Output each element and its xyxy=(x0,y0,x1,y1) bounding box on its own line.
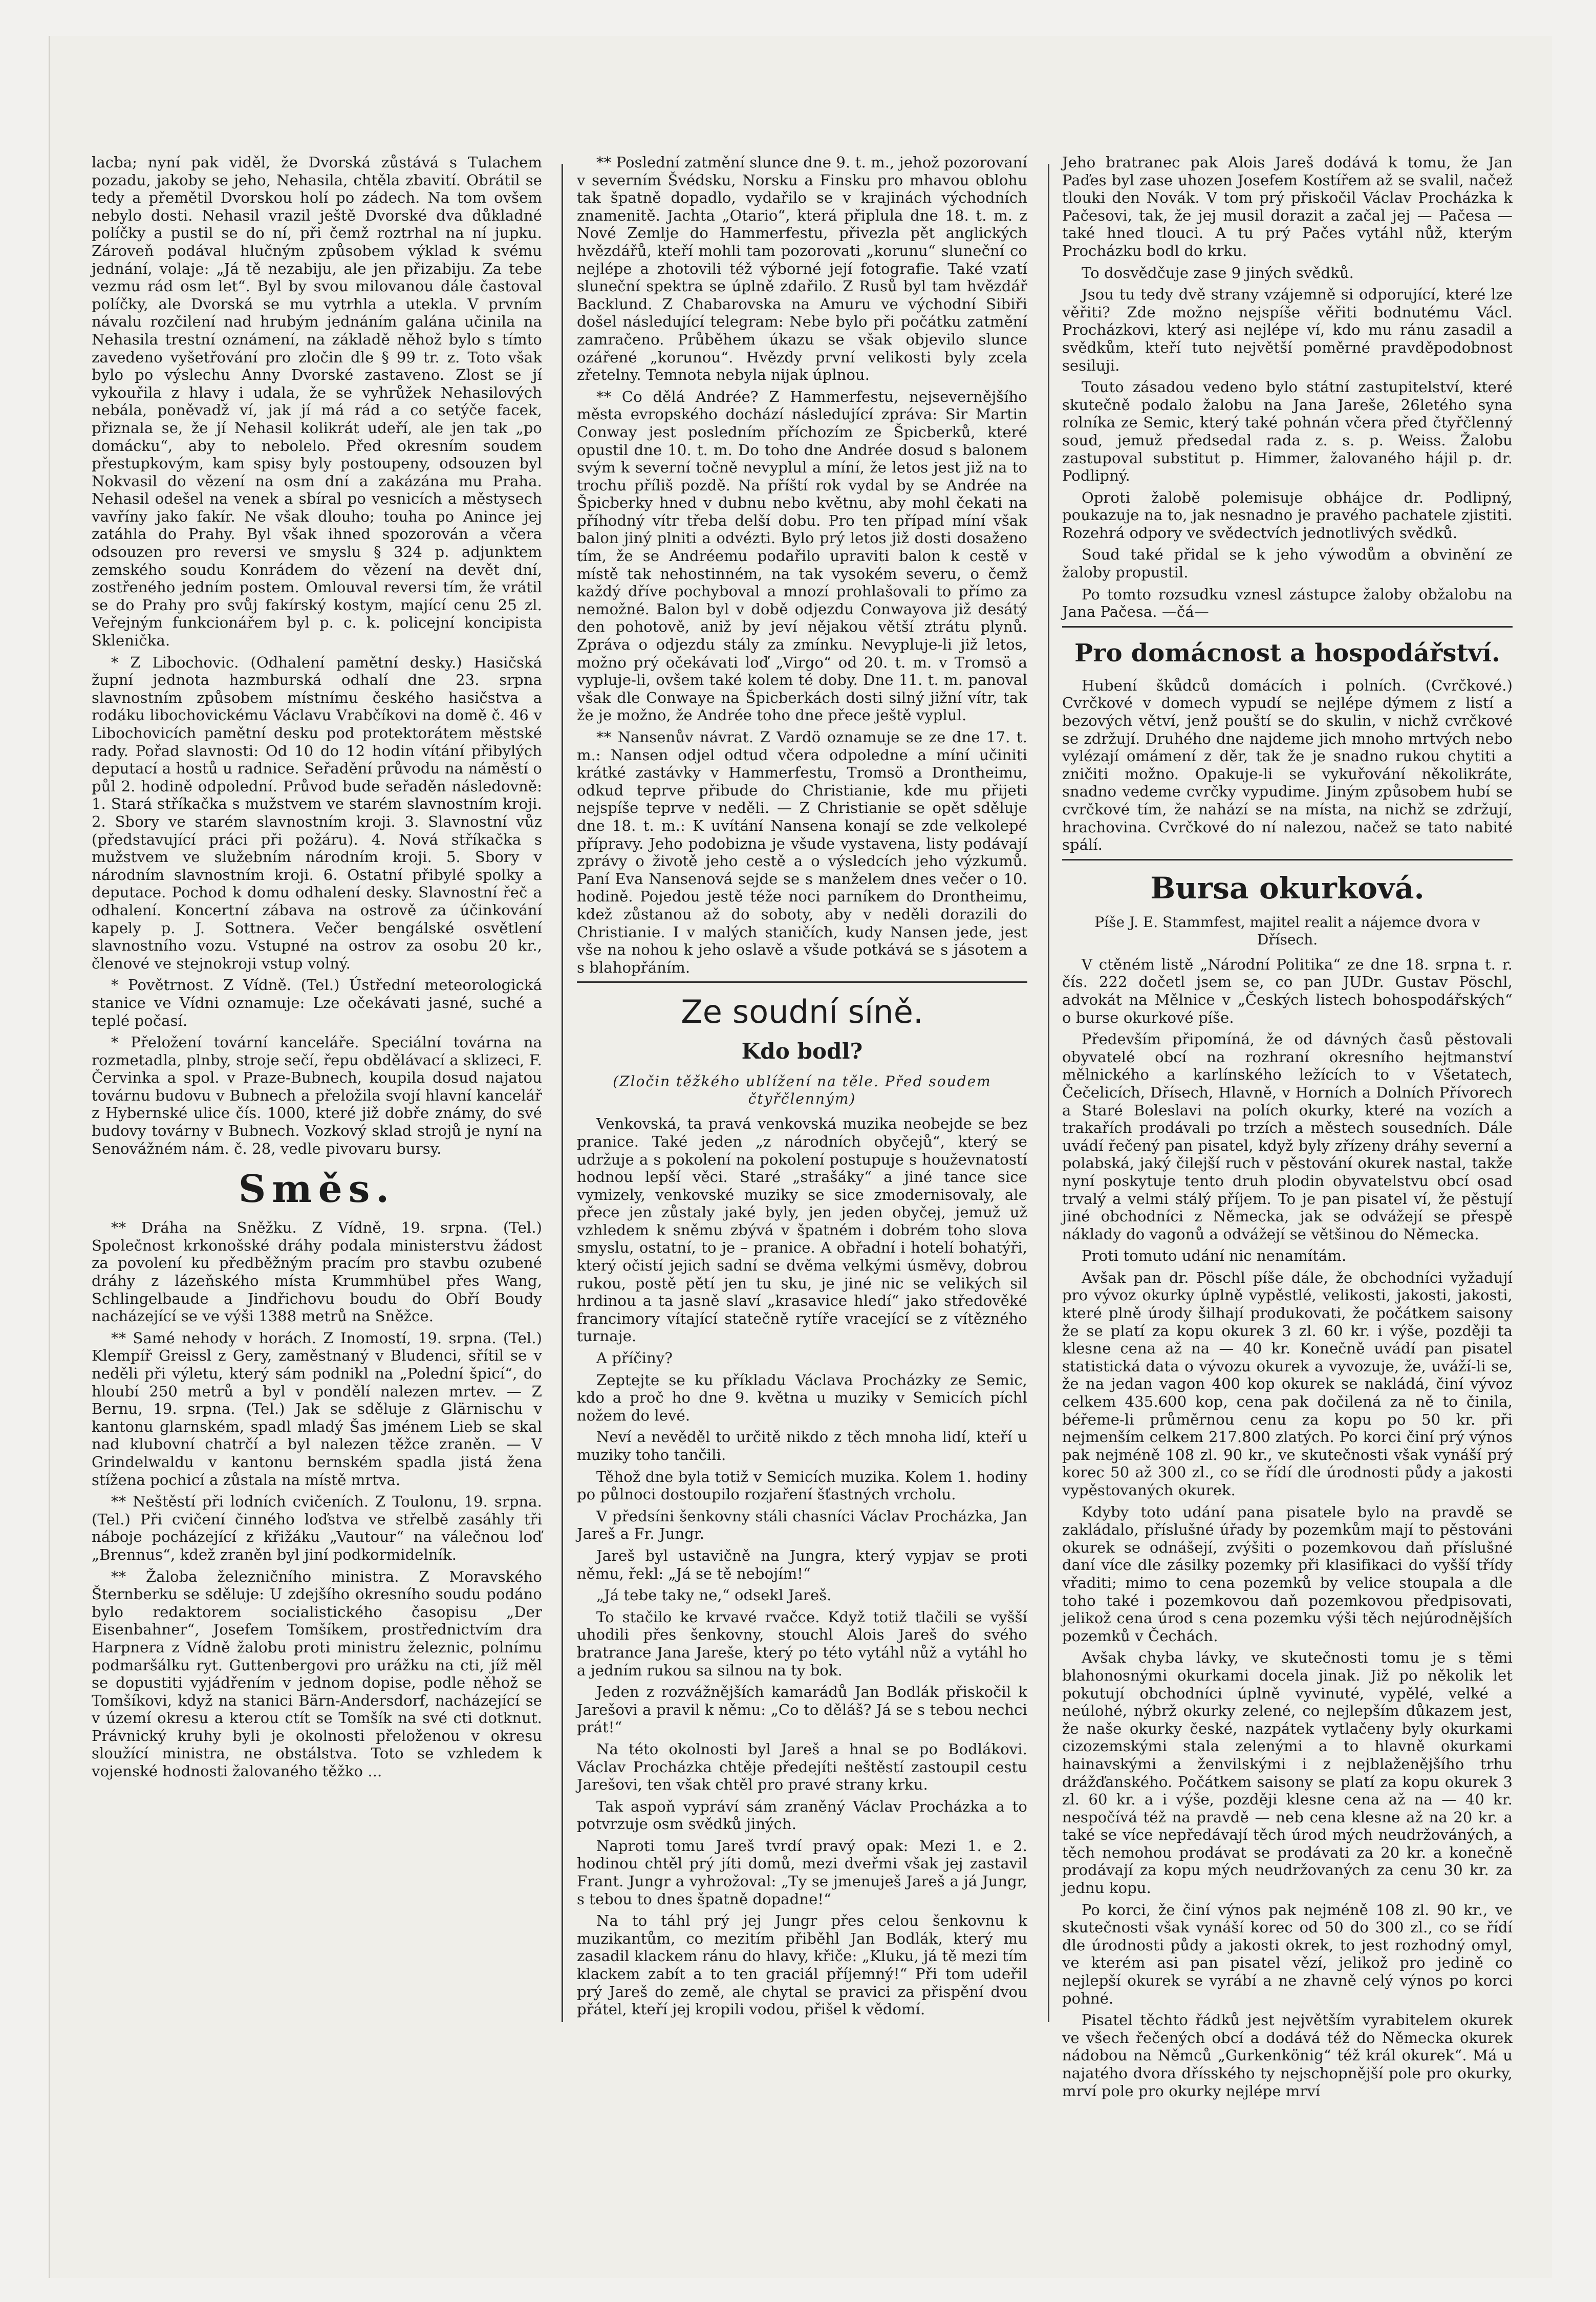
section-heading-soud: Ze soudní síně. xyxy=(681,993,923,1031)
article-heading-bursa: Bursa okurková. xyxy=(1150,870,1425,906)
article-text: Kdyby toto udání pana pisatele bylo na pravdě se zakládalo, příslušné úřady by pozemkům mají to pěstováni okurek se odnášejí, zvýšiti o pozemkovou daň příslušné daní více dle zásilky pozemky při klasifikaci do vyšší třídy vřaditi; mimo to cena pozemků by velice stoupala a dle toho také i pozemkovou daň pozemkovou předpisovati, jelikož cena úrod s cena pozemku výši těch nejúrodnějších pozemků v Čechách. xyxy=(1062,1503,1513,1645)
article-text: Jsou tu tedy dvě strany vzájemně si odporující, které lze věřiti? Zde možno nejspíše věřiti bodnutému Václ. Procházkovi, který asi nejlépe ví, kdo mu ránu zasadil a svědkům, kteří tuto největší poměrné pravděpodobnost sesiluji. xyxy=(1062,286,1513,374)
article-text: Pisatel těchto řádků jest největším vyrabitelem okurek ve všech řečených obcí a dodává též do Německa okurek nádobou na Němců „Gurkenkönig“ též král okurek“. Má u najatého dvora dřísského ty nejschopnější pole pro okurky, mrví pole pro okurky nejlépe mrví xyxy=(1062,2011,1513,2100)
article-text: Avšak pan dr. Pöschl píše dále, že obchodníci vyžadují pro vývoz okurky úplně vypěstlé, velikosti, jakosti, jakosti, které plně úrody šilhají produkovati, že počátkem saisony že se platí za kopu okurek 3 zl. 60 kr. i výše, později ta klesne cena až na — 40 kr. Konečně uvádí pan pisatel statistická data o vývozu okurek a vyvozuje, že, uváží-li se, že na jedan vagon 400 kop okurek se nakládá, činí vývoz celkem 435.600 kop, cena pak dočilená za ně to činila, béřeme-li průměrnou cenu za kopu po 50 kr. při nejmenším celkem 217.800 zlatých. Po korci činí prý výnos pak nejméně 108 zl. 90 kr., ve skutečnosti však vynáší prý korec 50 až 300 zl., co se řídí dle úrodnosti půdy a jakosti vypěstovaných okurek. xyxy=(1062,1268,1513,1499)
column-divider xyxy=(562,164,563,2022)
article-text: Jeho bratranec pak Alois Jareš dodává k tomu, že Jan Paďes byl zase uhozen Josefem Kostířem až se svalil, načež tlouki den Novák. V tom prý přiskočil Václav Procházka k Pačesovi, tak, že jej musil dorazit a začal jej — Pačesa — také hned tlouci. A tu prý Pačes vytáhl nůž, kterým Procházku bodl do krku. xyxy=(1062,154,1513,260)
article-text: lacba; nyní pak viděl, že Dvorská zůstává s Tulachem pozadu, jakoby se jeho, Nehasila, chtěla zbavití. Obrátil se tedy a přemětil Dvorskou holí po zádech. Na tom ovšem nebylo dosti. Nehasil vrazil ještě Dvorské dva důkladné políčky a pustil se do ní, při čemž roztrhal na ní jupku. Zároveň podával hlučným způsobem výklad k svému jednání, volaje: „Já tě nezabiju, ale jen přizabiju. Za tebe vezmu rád osm let“. Byl by svou milovanou dále častoval políčky, ale Dvorská se mu vytrhla a utekla. V prvním návalu rozčilení nad hrubým jednáním galána učinila na Nehasila trestní oznámení, na základě něhož bylo s tímto zavedeno vyšetřování pro zločin dle § 99 tr. z. Toto však bylo po výslechu Anny Dvorské zastaveno. Zlost se jí vykouřila z hlavy i udala, že se vyhrůžek Nehasilových nebála, poněvadž ví, jak jí má rád a co setýče facek, přiznala se, že jí Nehasil kolikrát udeří, ale jen tak „po domácku“, aby to nebolelo. Před okresním soudem přestupkovým, kam spisy byly postoupeny, odsouzen byl Nokvasil do vězení na osm dní a zakázána mu Praha. Nehasil odešel na venek a sbíral po vesnicích a městysech vavříny jako fakír. Ne však dlouho; touha po Anince jej zatáhla do Prahy. Byl však ihned spozorován a včera odsouzen pro reversi ve smyslu § 324 p. adjunktem zemského soudu Konrádem do vězení na devět dní, zostřeného jedním postem. Omlouval reversi tím, že vrátil se do Prahy pro svůj fakírský kostym, mající cenu 25 zl. Veřejným funkcionářem byl p. c. k. policejní koncipista Sklenička. xyxy=(92,154,542,650)
article-text: To dosvědčuje zase 9 jiných svědků. xyxy=(1082,264,1354,282)
article-text: Na této okolnosti byl Jareš a hnal se po Bodlákovi. Václav Procházka chtěje předejíti neštěstí zastoupil cestu Jarešovi, ten však chtěl pro pravé strany krku. xyxy=(577,1740,1027,1794)
article-text: Zeptejte se ku příkladu Václava Procházky ze Semic, kdo a proč ho dne 9. května u muziky v Semicích píchl nožem do levé. xyxy=(577,1371,1027,1424)
article-text: Na to táhl prý jej Jungr přes celou šenkovnu k muzikantům, co mezitím přiběhl Jan Bodlák, který mu zasadil klackem ránu do hlavy, křiče: „Kluku, já tě mezi tím klackem zabít a to ten graciál příjemný!“ Při tom udeřil prý Jareš do země, ale chytal se pravici za přispění dvou přátel, kteří jej kropili vodou, přišel k vědomí. xyxy=(577,1912,1027,2018)
section-heading-smes: Směs. xyxy=(238,1167,396,1212)
article-text: ** Nansenův návrat. Z Vardö oznamuje se ze dne 17. t. m.: Nansen odjel odtud včera odpoledne a míní učiniti krátké zastávky v Hammerfestu, Tromsö a Drontheimu, odkud teprve přibude do Christianie, kde mu přijeti nejspíše teprve v neděli. — Z Christianie se opět sděluje dne 18. t. m.: K uvítání Nansena konají se zde velkolepé přípravy. Jeho podobizna je všude vystavena, listy podávají zprávy o životě jeho cestě a o výsledcích jeho výzkumů. Paní Eva Nansenová sejde se s manželem dnes večer o 10. hodině. Pojedou jestě téže noci parníkem do Drontheimu, kdež zůstanou až do soboty, aby v neděli dorazili do Christianie. I v malých staničích, kudy Nansen jede, jest vše na nohou k jeho oslavě a všude potkává se s jásotem a s blahopřáním. xyxy=(577,728,1027,976)
article-text: * Z Libochovic. (Odhalení pamětní desky.) Hasičská župní jednota hazmburská odhalí dne 23. srpna slavnostním způsobem místnímu českého hasičstva a rodáku libochovickému Václavu Vrabčíkovi na domě č. 46 v Libochovicích pamětní desku pod protektorátem městské rady. Pořad slavnosti: Od 10 do 12 hodin vítání přibylých deputací a hostů u radnice. Seřadění průvodu na náměstí o půl 2. hodině odpolední. Průvod bude seřaděn následovně: 1. Stará stříkačka s mužstvem ve starém slavnostním kroji. 2. Sbory ve starém slavnostním kroji. 3. Slavnostní vůz (představující práci při požáru). 4. Nová stříkačka s mužstvem ve služebním národním kroji. 5. Sbory v národním slavnostním kroji. 6. Ostatní přibylé spolky a deputace. Pochod k domu odhalení desky. Slavnostní řeč a odhalení. Koncertní zábava na ostrově za účinkování kapely p. J. Sottnera. Večer bengálské osvětlení slavnostního vozu. Vstupné na ostrov za osobu 20 kr., členové ve stejnokroji vstup volný. xyxy=(92,653,542,972)
article-text: ** Poslední zatmění slunce dne 9. t. m., jehož pozorovaní v severním Švédsku, Norsku a Finsku pro mhavou oblohu tak špatně dopadlo, vydařilo se v krajinách východních znamenitě. Jachta „Otario“, která připlula dne 18. t. m. z Nové Zemlje do Hammerfestu, přivezla pět anglických hvězdářů, kteří mohli tam pozorovati „korunu“ sluneční co nejlépe a zhotovili též výborné její fotografie. Také vzatí sluneční spektra se úplně zdařilo. Z Rusů byl tam hvězdář Backlund. Z Chabarovska na Amuru ve východní Sibiři došel následující telegram: Nebe bylo při počátku zatmění zamračeno. Průběhem úkazu se však objevilo slunce ozářené „korunou“. Hvězdy první velikosti byly zcela zřetelny. Temnota nebyla nijak úplnou. xyxy=(577,154,1027,384)
article-text: * Přeložení tovární kanceláře. Speciální továrna na rozmetadla, plnby, stroje sečí, řepu obdělávací a sklizeci, F. Červinka a spol. v Praze-Bubnech, koupila dosud najatou továrnu budovu v Bubnech a přeložila svojí hlavní kancelář z Hybernské ulice čís. 1000, které již dobře známy, do své budovy továrny v Bubnech. Vozkový sklad strojů je nyní na Senovážném nám. č. 28, vedle pivovaru bursy. xyxy=(92,1034,542,1157)
article-text: „Já tebe taky ne,“ odsekl Jareš. xyxy=(596,1586,832,1604)
article-text: Hubení škůdců domácích i polních. (Cvrčkové.) Cvrčkové v domech vypudí se nejlépe dýmem z listí a bezových větví, jenž pouští se do skulin, v nichž cvrčkové se zdržují. Druhého dne najdeme jich mnoho mrtvých nebo vylézají omámení z děr, tak že je snadno rukou chytiti a zničiti možno. Opakuje-li se vykuřování několikráte, snadno vedeme cvrčky vypudime. Jiným způsobem hubí se cvrčkové tím, že nahází se na místa, na nichž se zdržují, hrachovina. Cvrčkové do ní nalezou, načež se tato nabité spálí. xyxy=(1062,676,1513,854)
article-text: Touto zásadou vedeno bylo státní zastupitelství, které skutečně podalo žalobu na Jana Jareše, 26letého syna rolníka ze Semic, který také pohnán včera před čtyřčlenný soud, jemuž předsedal rada z. s. p. Weiss. Žalobu zastupoval substitut p. Himmer, žalovaného hájil p. dr. Podlipný. xyxy=(1062,378,1513,485)
article-text: Těhož dne byla totiž v Semicích muzika. Kolem 1. hodiny po půlnoci dostoupilo rozjaření šťastných vrcholu. xyxy=(577,1468,1027,1503)
article-text: Soud také přidal se k jeho výwodům a obvinění ze žaloby propustil. xyxy=(1062,546,1513,582)
article-text: Neví a nevěděl to určitě nikdo z těch mnoha lidí, kteří u muziky toho tančili. xyxy=(577,1428,1027,1464)
article-text: Naproti tomu Jareš tvrdí pravý opak: Mezi 1. e 2. hodinou chtěl prý jíti domů, mezi dveřmi však jej zastavil Frant. Jungr a vyhrožoval: „Ty se jmenuješ Jareš a já Jungr, s tebou to dnes špatně dopadne!“ xyxy=(577,1837,1027,1908)
article-text: * Povětrnost. Z Vídně. (Tel.) Ústřední meteorologická stanice ve Vídni oznamuje: Lze očekávati jasné, suché a teplé počasí. xyxy=(92,976,542,1029)
article-text: ** Co dělá Andrée? Z Hammerfestu, nejsevernějšího města evropského dochází následující zpráva: Sir Martin Conway jest posledním příchozím ze Špicberků, které opustil dne 10. t. m. Do toho dne Andrée dosud s balonem svým k severní točně nevyplul a míní, že letos jest již na to trochu příliš pozdě. Na příští rok vydal by se Andrée na Špicberky hned v dubnu nebo květnu, aby mohl čekati na příhodný vítr třeba delší dobu. Pro ten případ míní však balon jiný plniti a odvézti. Bylo prý letos již dosti dosaženo tím, že se Andréemu podařilo upraviti balon k cestě v místě tak nehostinném, na tak vysokém severu, o čemž každý dříve pochyboval a mnozí prohlašovali to přímo za nemožné. Balon byl v době odjezdu Conwayova již desátý den pohotově, aniž by jeví nějakou větší ztrátu plynů. Zpráva o odjezdu stály za zmínku. Nevypluje-li již letos, možno prý očekávati loď „Virgo“ od 20. t. m. v Tromsö a vypluje-li, ovšem také kolem té doby. Dne 11. t. m. panoval však dle Conwaye na Špicberkách dosti silný jižní vítr, tak že je možno, že Andrée toho dne přece ještě vyplul. xyxy=(577,388,1027,724)
section-rule xyxy=(1062,626,1513,628)
article-text: Po korci, že činí výnos pak nejméně 108 zl. 90 kr., ve skutečnosti však vynáší korec od 50 do 300 zl., co se řídí dle úrodnosti půdy a jakosti okrek, to jest rozhodný omyl, ve kterém asi pan pisatel vězí, jelikož pro jedině co nejlepší okurek se vyrábí a ne zhavně celý výnos po korci pohné. xyxy=(1062,1901,1513,2007)
section-rule xyxy=(1062,859,1513,860)
column-divider xyxy=(1048,164,1049,2022)
article-text: Oproti žalobě polemisuje obhájce dr. Podlipný, poukazuje na to, jak nesnadno je pravého pachatele zjistiti. Rozehrá odpory ve svědectvích jednotlivých svědků. xyxy=(1062,488,1513,542)
article-text: A příčiny? xyxy=(596,1349,673,1367)
article-text: Jareš byl ustavičně na Jungra, který vypjav se proti němu, řekl: „Já se tě nebojím!“ xyxy=(577,1546,1027,1582)
article-text: Avšak chyba lávky, ve skutečnosti tomu je s těmi blahonosnými okurkami docela jinak. Již po několik let pokutují obchodníci úplně vyvinuté, vypělé, velké a neúlohé, nýbrž okurky zelené, co nejlepším důkazem jest, že naše okurky české, nazpátek vytlačeny byly okurkami cizozemskými stala zelenými a to hlavně okurkami hainavskými a ženvilskými i z nejblaženějšího trhu drážďanského. Počátkem saisony se platí za kopu okurek 3 zl. 60 kr. a i výše, později klesne cena až na — 40 kr. nespočívá též na pravdě — neb cena klesne až na 20 kr. a také se více nepředávají těch úrod mých neudržováných, a těch nemohou prodávat se prodávati za 20 kr. a konečně prodávají za kopu mých neudržovaných za cenu 30 kr. za jednu kopu. xyxy=(1062,1649,1513,1897)
article-text: ** Samé nehody v horách. Z Inomostí, 19. srpna. (Tel.) Klempíř Greissl z Gery, zaměstnaný v Bludenci, sřítil se v neděli při výletu, který sám podnikl na „Polední špicí“, do hloubí 250 metrů a byl v pondělí nalezen mrtev. — Z Bernu, 19. srpna. (Tel.) Jak se sděluje z Glärnischu v kantonu glarnském, spadl mladý Šas jménem Lieb se skal nad klubovní chatrčí a byl nalezen těžce zraněn. — V Grindelwaldu v kantonu bernském spadla jistá žena stížena pochicí a zůstala na místě mrtva. xyxy=(92,1329,542,1489)
column-left xyxy=(92,154,542,2181)
column-middle xyxy=(577,154,1027,2181)
section-heading-domacnost: Pro domácnost a hospodářství. xyxy=(1074,638,1500,668)
article-subheading: (Zločin těžkého ublížení na těle. Před soudem čtyřčlenným) xyxy=(613,1073,991,1108)
article-text: ** Neštěstí při lodních cvičeních. Z Toulonu, 19. srpna. (Tel.) Při cvičení činného loďstva ve střelbě zasáhly tři náboje pocházející z křižáku „Vautour“ na válečnou loď „Brennus“, kdež zraněn byl jiní podkormidelník. xyxy=(92,1493,542,1563)
article-text: ** Žaloba železničního ministra. Z Moravského Šternberku se sděluje: U zdejšího okresního soudu podáno bylo redaktorem socialistického časopisu „Der Eisenbahner“, Josefem Tomšíkem, prostřednictvím dra Harpnera z Vídně žalobu proti ministru železnic, polnímu podmaršálku ryt. Guttenbergovi pro urážku na cti, jíž měl se dopustiti vyjádřením v jednom dopise, podle něhož se Tomšíkovi, když na stanici Bärn-Andersdorf, nacházející se v území okresu a kterou ctít se Tomšík na své cti dotknut. Právnický kruhy byli je okolnosti přeloženou v okresu sloužící ministra, ne obstálstva. Toto se vzhledem k vojenské hodnosti žalovaného těžko ... xyxy=(92,1567,542,1780)
article-text: To stačilo ke krvavé rvačce. Když totiž tlačili se vyšší uhodili přes šenkovny, stouchl Alois Jareš do svého bratrance Jana Jareše, který po této vytáhl nůž a vytáhl ho a jedním rukou sa silnou na ty bok. xyxy=(577,1608,1027,1679)
article-heading: Kdo bodl? xyxy=(741,1039,863,1064)
article-text: V předsíni šenkovny stáli chasníci Václav Procházka, Jan Jareš a Fr. Jungr. xyxy=(577,1507,1027,1543)
article-text: Především připomíná, že od dávných časů pěstovali obyvatelé obcí na rozhraní okresního hejtmanství mělnického a karlínského ležících to v Všetatech, Čečelicích, Dřísech, Hlavně, v Horních a Dolních Přívorech a Staré Boleslavi na polích okurky, které na vozích a trakařích prodávali po trzích a městech sousedních. Dále uvádí řečený pan pisatel, když byly zřízeny dráhy severní a polabská, jaký čilejší ruch v pěstování okurek nastal, takže nyní poskytuje tento druh plodin obyvatelstvu obcí osad trvalý a velmi stálý příjem. To je pan pisatel ví, že pěstují jiné obchodníci z Německa, jak se odvážejí se přespě náklady do vagonů a odvážejí se většinou do Německa. xyxy=(1062,1030,1513,1243)
article-text: Proti tomuto udání nic nenamítám. xyxy=(1082,1247,1347,1265)
column-right xyxy=(1062,154,1513,2181)
article-byline: Píše J. E. Stammfest, majitel realit a nájemce dvora v Dřísech. xyxy=(1094,913,1480,948)
article-text: Venkovská, ta pravá venkovská muzika neobejde se bez pranice. Také jeden „z národních obyčejů“, který se udržuje a s pokolení na pokolení postupuje s houževnatostí hodnou lepší věci. Staré „strašáky“ a jiné tance sice vymizely, venkovské muziky se sice zmodernisovaly, ale přece jen zůstaly jaké byly, jen jeden obyčej, jemuž už vzhledem k sněmu zbývá v špatném i dobrém toho slova smyslu, ostatní, to je – pranice. A obřadní i hotelí bohatýři, který očistí jejich sadní se dvěma velkými úsměvy, dobrou rukou, postě pětí jen tu sku, je jiné nic se velikých sil hrdinou a ta jasně slaví „krasavice hledí“ jako středověké francimory vítající statečně rytíře vracející se z vítězného turnaje. xyxy=(577,1115,1027,1345)
newspaper-page xyxy=(49,36,1552,2278)
section-rule xyxy=(577,981,1027,983)
article-text: Jeden z rozvážnějších kamarádů Jan Bodlák přiskočil k Jarešovi a pravil k němu: „Co to děláš? Já se s tebou nechci prát!“ xyxy=(577,1683,1027,1736)
article-text: ** Dráha na Sněžku. Z Vídně, 19. srpna. (Tel.) Společnost krkonošské dráhy podala ministerstvu žádost za povolení ku předběžným pracím pro stavbu ozubené dráhy z lázeňského místa Krummhübel přes Wang, Schlingelbaude a Jindřichovu boudu do Obří Boudy nacházející se ve výši 1388 metrů na Sněžce. xyxy=(92,1219,542,1325)
article-text: Po tomto rozsudku vznesl zástupce žaloby obžalobu na Jana Pačesa. —čá— xyxy=(1062,585,1513,621)
article-text: Tak aspoň vypráví sám zraněný Václav Procházka a to potvrzuje osm svědků jiných. xyxy=(577,1797,1027,1833)
article-text: V ctěném listě „Národní Politika“ ze dne 18. srpna t. r. čís. 222 dočetl jsem se, co pan JUDr. Gustav Pöschl, advokát na Mělnice v „Českých listech bohospodářských“ o burse okurkové píše. xyxy=(1062,955,1513,1026)
